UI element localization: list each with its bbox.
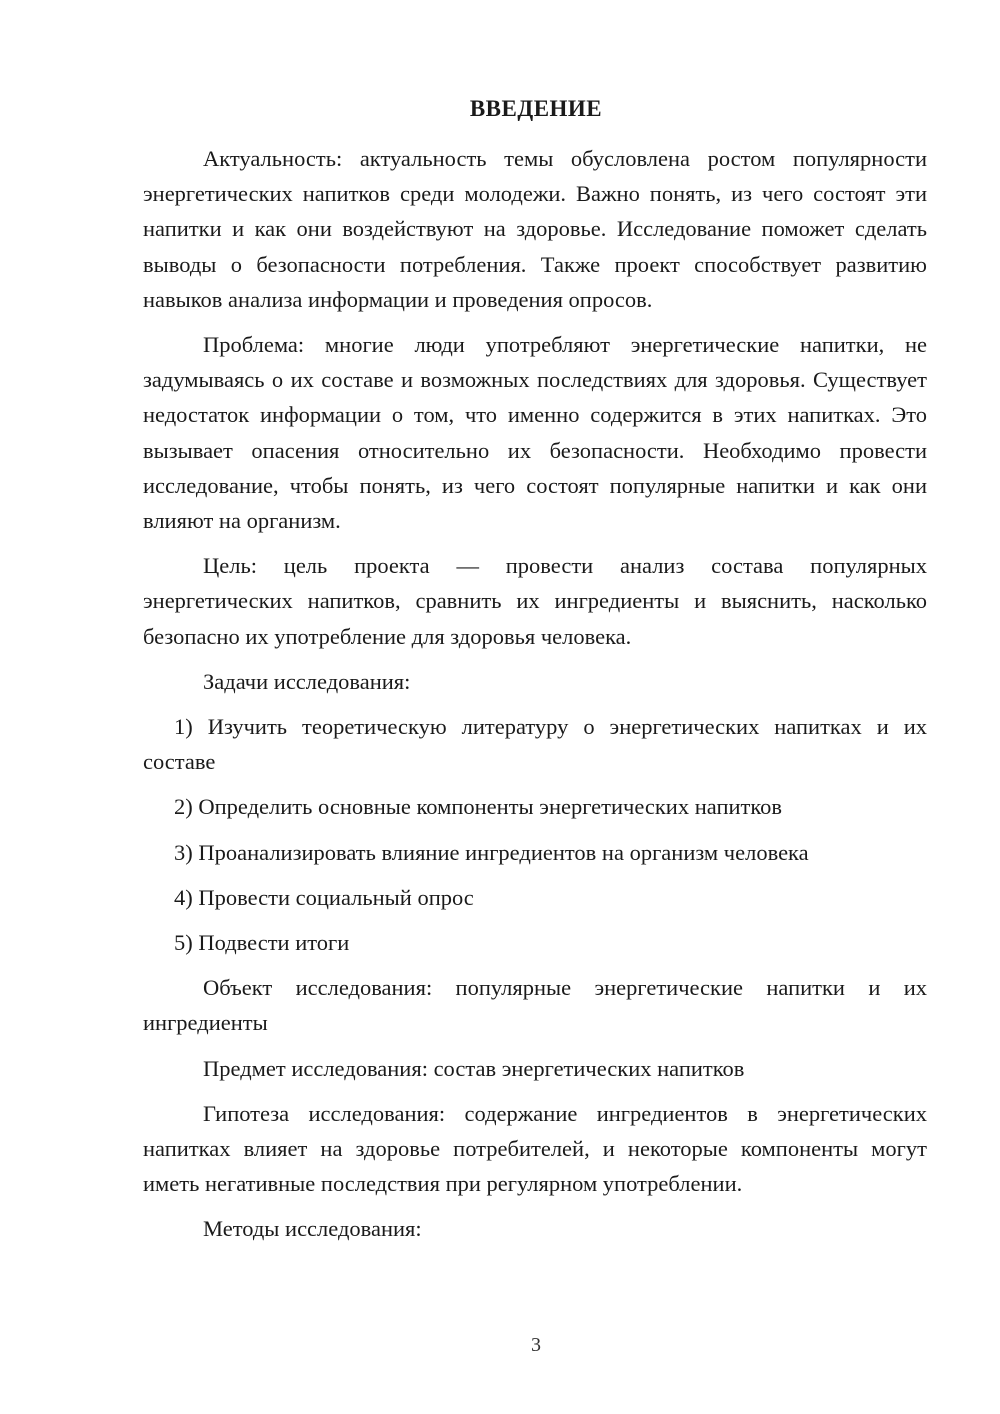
paragraph-object: Объект исследования: популярные энергетические напитки и их ингредиенты <box>143 975 927 1036</box>
document-body <box>143 141 927 1257</box>
page-number: 3 <box>531 1334 541 1356</box>
paragraph-relevance: Актуальность: актуальность темы обусловлена ростом популярности энергетических напитков среди молодежи. Важно понять, из чего состоят эти напитки и как они воздействуют на здоровье. Исследование поможет сделать выводы о безопасности потребления. Также проект способствует развитию навыков анализа информации и проведения опросов. <box>143 146 927 312</box>
paragraph-hypothesis: Гипотеза исследования: содержание ингредиентов в энергетических напитках влияет на здоровье потребителей, и некоторые компоненты могут иметь негативные последствия при регулярном употреблении. <box>143 1100 927 1197</box>
task-item-1: 1) Изучить теоретическую литературу о энергетических напитках и их составе <box>143 714 927 775</box>
page-title: ВВЕДЕНИЕ <box>469 96 603 121</box>
paragraph-tasks-heading: Задачи исследования: <box>203 668 411 694</box>
paragraph-goal: Цель: цель проекта — провести анализ состава популярных энергетических напитков, сравнить их ингредиенты и выяснить, насколько безопасно их употребление для здоровья человека. <box>143 553 927 649</box>
task-item-2: 2) Определить основные компоненты энергетических напитков <box>174 794 783 820</box>
paragraph-methods: Методы исследования: <box>203 1216 422 1242</box>
task-item-5: 5) Подвести итоги <box>174 930 350 956</box>
task-item-3: 3) Проанализировать влияние ингредиентов на организм человека <box>174 839 809 865</box>
paragraph-problem: Проблема: многие люди употребляют энергетические напитки, не задумываясь о их составе и возможных последствиях для здоровья. Существует недостаток информации о том, что именно содержится в этих напитках. Это вызывает опасения относительно их безопасности. Необходимо провести исследование, чтобы понять, из чего состоят популярные напитки и как они влияют на организм. <box>143 332 927 534</box>
paragraph-subject: Предмет исследования: состав энергетических напитков <box>203 1055 745 1081</box>
task-item-4: 4) Провести социальный опрос <box>174 884 474 910</box>
